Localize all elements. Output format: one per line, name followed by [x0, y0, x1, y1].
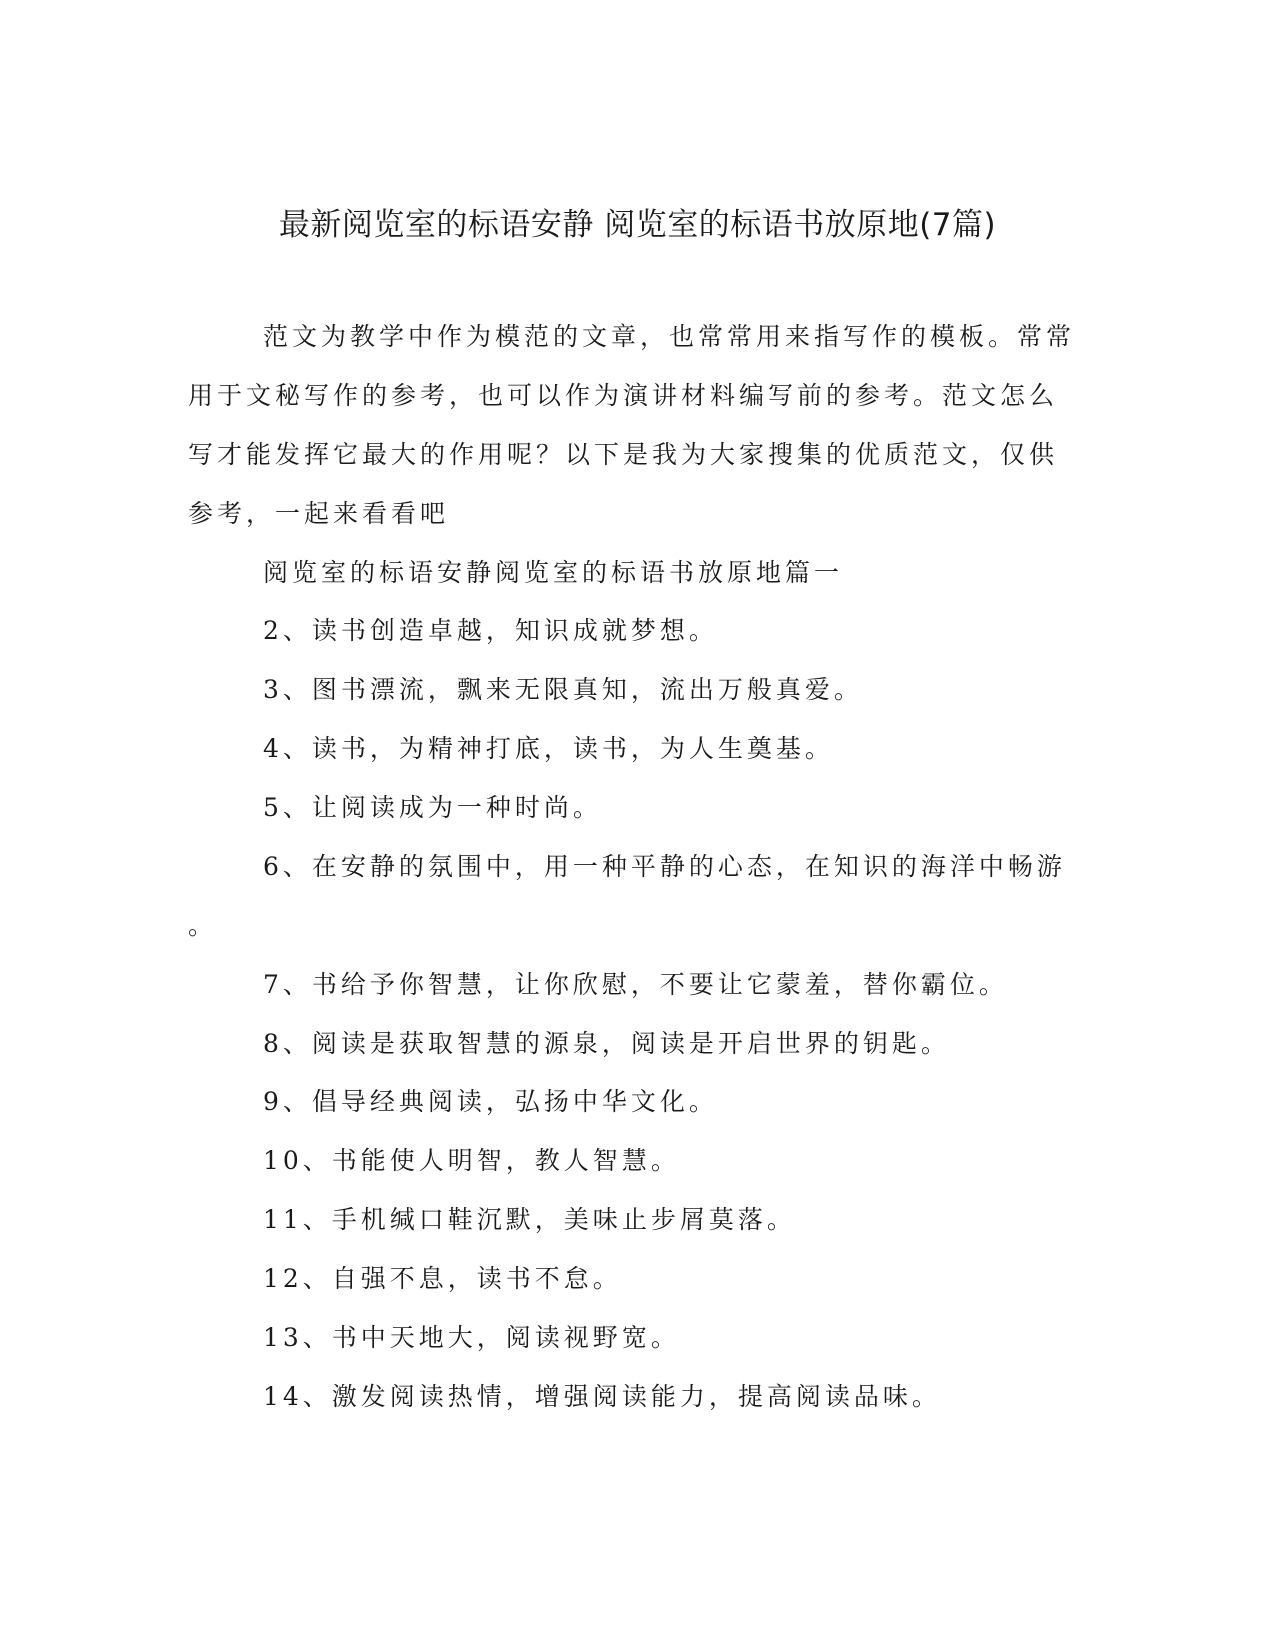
document-title: 最新阅览室的标语安静 阅览室的标语书放原地(7篇) [278, 207, 997, 243]
slogan-item: 12、自强不息，读书不怠。 [263, 1264, 622, 1293]
section-heading: 阅览室的标语安静阅览室的标语书放原地篇一 [263, 558, 844, 587]
slogan-item: 8、阅读是获取智慧的源泉，阅读是开启世界的钥匙。 [263, 1029, 950, 1058]
intro-line: 用于文秘写作的参考，也可以作为演讲材料编写前的参考。范文怎么 [188, 381, 1059, 410]
slogan-item: 6、在安静的氛围中，用一种平静的心态，在知识的海洋中畅游 [263, 852, 1066, 881]
slogan-item: 7、书给予你智慧，让你欣慰，不要让它蒙羞，替你霸位。 [263, 970, 1008, 999]
slogan-item: 5、让阅读成为一种时尚。 [263, 793, 602, 822]
slogan-item: 3、图书漂流，飘来无限真知，流出万般真爱。 [263, 675, 863, 704]
intro-line: 写才能发挥它最大的作用呢？以下是我为大家搜集的优质范文，仅供 [188, 440, 1059, 469]
slogan-item-continuation: 。 [188, 911, 218, 940]
slogan-item: 14、激发阅读热情，增强阅读能力，提高阅读品味。 [263, 1382, 941, 1411]
intro-line: 参考，一起来看看吧 [188, 499, 450, 528]
slogan-item: 9、倡导经典阅读，弘扬中华文化。 [263, 1087, 718, 1116]
slogan-item: 10、书能使人明智，教人智慧。 [263, 1146, 680, 1175]
slogan-item: 13、书中天地大，阅读视野宽。 [263, 1323, 680, 1352]
intro-line: 范文为教学中作为模范的文章，也常常用来指写作的模板。常常 [263, 322, 1076, 351]
slogan-item: 2、读书创造卓越，知识成就梦想。 [263, 616, 718, 645]
slogan-item: 4、读书，为精神打底，读书，为人生奠基。 [263, 734, 834, 763]
slogan-item: 11、手机缄口鞋沉默，美味止步屑莫落。 [263, 1205, 796, 1234]
